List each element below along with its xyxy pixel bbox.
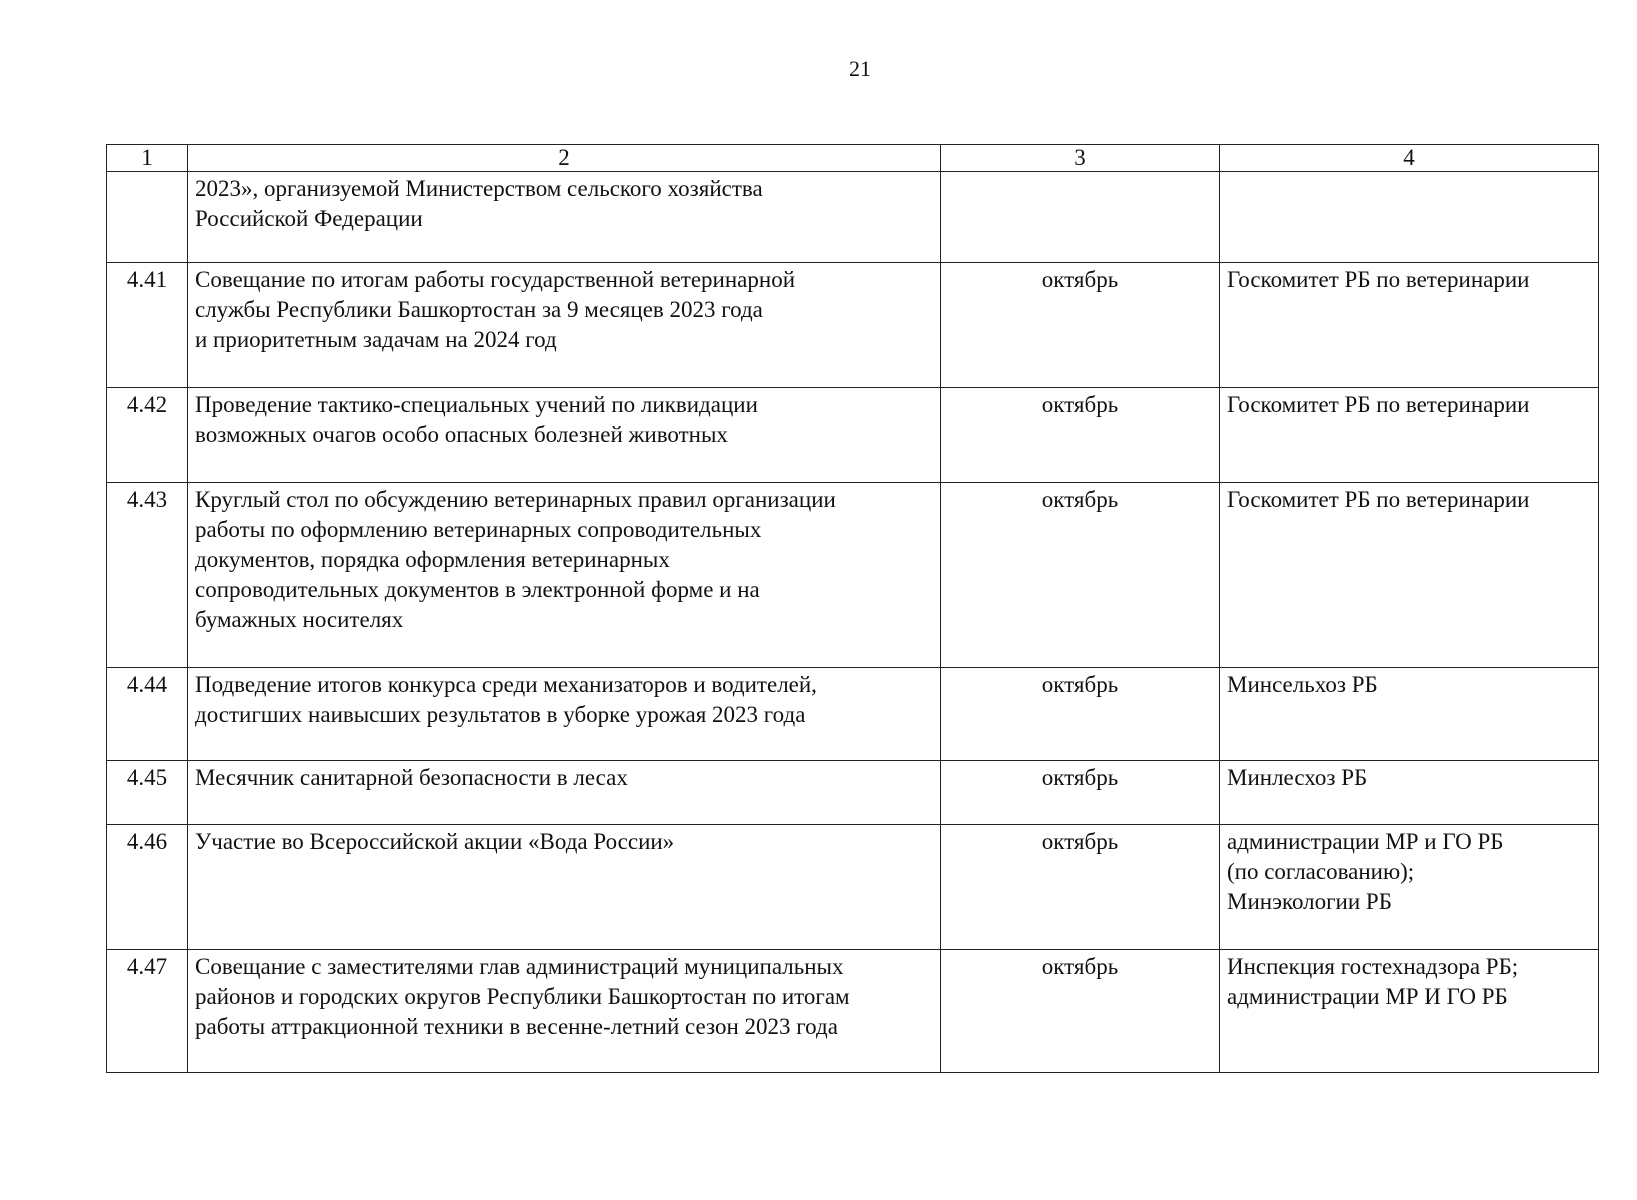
event-description — [188, 668, 941, 761]
responsible-line: Минэкологии РБ — [1227, 889, 1392, 914]
event-line: и приоритетным задачам на 2024 год — [195, 327, 557, 352]
event-line: работы аттракционной техники в весенне-летний сезон 2023 года — [195, 1014, 838, 1039]
row-number: 4.46 — [107, 825, 188, 950]
responsible-party — [1220, 172, 1599, 263]
table-row — [107, 668, 1599, 761]
event-line: Подведение итогов конкурса среди механизаторов и водителей, — [195, 672, 817, 697]
event-line: возможных очагов особо опасных болезней животных — [195, 422, 728, 447]
event-month: октябрь — [941, 668, 1220, 761]
responsible-party — [1220, 668, 1599, 761]
column-number-row — [107, 145, 1599, 172]
event-month — [941, 172, 1220, 263]
responsible-line: (по согласованию); — [1227, 859, 1415, 884]
event-plan-table — [106, 144, 1599, 1073]
event-description — [188, 825, 941, 950]
event-description — [188, 950, 941, 1073]
event-line: службы Республики Башкортостан за 9 месяцев 2023 года — [195, 297, 763, 322]
responsible-line: Инспекция гостехнадзора РБ; — [1227, 954, 1519, 979]
table-row — [107, 825, 1599, 950]
responsible-party — [1220, 761, 1599, 825]
responsible-line: Минлесхоз РБ — [1227, 765, 1368, 790]
responsible-line: Госкомитет РБ по ветеринарии — [1227, 392, 1530, 417]
table-row — [107, 388, 1599, 483]
table-row — [107, 761, 1599, 825]
event-line: сопроводительных документов в электронной форме и на — [195, 577, 760, 602]
responsible-party — [1220, 388, 1599, 483]
event-line: бумажных носителях — [195, 607, 404, 632]
event-month: октябрь — [941, 950, 1220, 1073]
row-number: 4.42 — [107, 388, 188, 483]
event-line: Круглый стол по обсуждению ветеринарных правил организации — [195, 487, 836, 512]
responsible-line: Госкомитет РБ по ветеринарии — [1227, 267, 1530, 292]
continuation-row — [107, 172, 1599, 263]
column-number-2: 2 — [188, 145, 941, 172]
event-line: Проведение тактико-специальных учений по ликвидации — [195, 392, 758, 417]
table-row — [107, 950, 1599, 1073]
event-month: октябрь — [941, 825, 1220, 950]
row-number: 4.47 — [107, 950, 188, 1073]
event-description — [188, 483, 941, 668]
responsible-line: Минсельхоз РБ — [1227, 672, 1378, 697]
event-line: достигших наивысших результатов в уборке урожая 2023 года — [195, 702, 806, 727]
event-line: работы по оформлению ветеринарных сопроводительных — [195, 517, 762, 542]
event-line: Совещание с заместителями глав администраций муниципальных — [195, 954, 844, 979]
event-description — [188, 761, 941, 825]
event-month: октябрь — [941, 388, 1220, 483]
table-row — [107, 483, 1599, 668]
column-number-1: 1 — [107, 145, 188, 172]
event-line: Месячник санитарной безопасности в лесах — [195, 765, 628, 790]
event-line: Российской Федерации — [195, 206, 423, 231]
row-number: 4.45 — [107, 761, 188, 825]
row-number: 4.44 — [107, 668, 188, 761]
column-number-4: 4 — [1220, 145, 1599, 172]
event-month: октябрь — [941, 263, 1220, 388]
responsible-party — [1220, 950, 1599, 1073]
responsible-line: администрации МР И ГО РБ — [1227, 984, 1508, 1009]
row-number: 4.41 — [107, 263, 188, 388]
event-description — [188, 172, 941, 263]
responsible-line: администрации МР и ГО РБ — [1227, 829, 1504, 854]
table-row — [107, 263, 1599, 388]
event-month: октябрь — [941, 761, 1220, 825]
event-month: октябрь — [941, 483, 1220, 668]
event-description — [188, 263, 941, 388]
row-number — [107, 172, 188, 263]
event-description — [188, 388, 941, 483]
responsible-party — [1220, 825, 1599, 950]
event-line: Совещание по итогам работы государственной ветеринарной — [195, 267, 795, 292]
responsible-line: Госкомитет РБ по ветеринарии — [1227, 487, 1530, 512]
responsible-party — [1220, 263, 1599, 388]
responsible-party — [1220, 483, 1599, 668]
event-line: Участие во Всероссийской акции «Вода России» — [195, 829, 675, 854]
event-line: районов и городских округов Республики Башкортостан по итогам — [195, 984, 850, 1009]
column-number-3: 3 — [941, 145, 1220, 172]
event-line: 2023», организуемой Министерством сельского хозяйства — [195, 176, 763, 201]
event-line: документов, порядка оформления ветеринарных — [195, 547, 670, 572]
row-number: 4.43 — [107, 483, 188, 668]
page-number: 21 — [849, 56, 871, 81]
